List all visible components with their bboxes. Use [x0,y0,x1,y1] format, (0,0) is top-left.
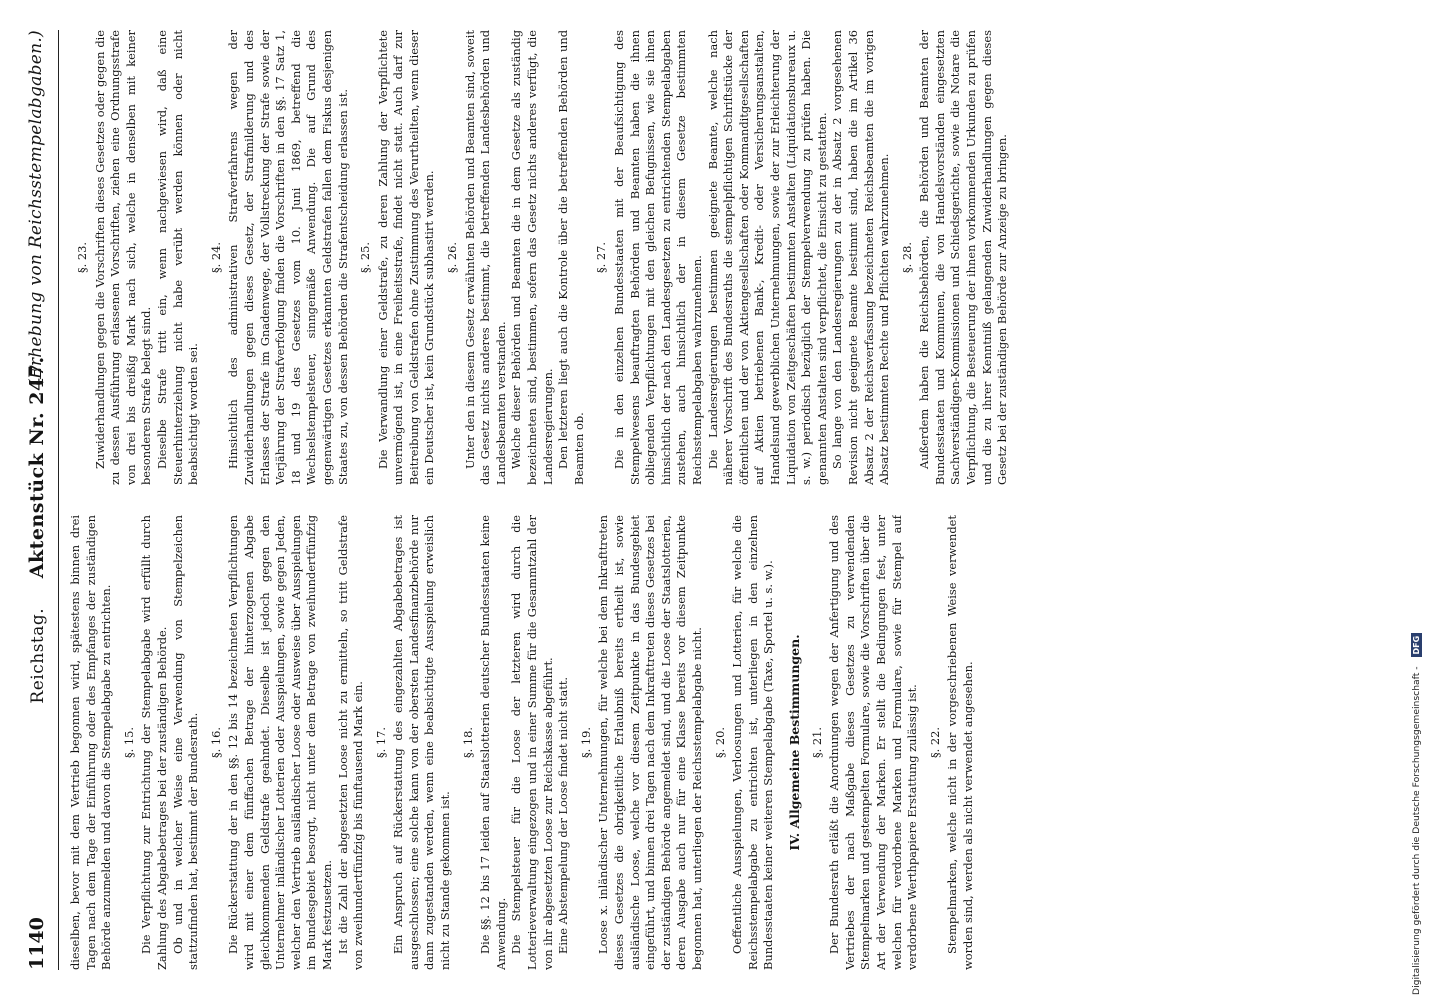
section-heading: §. 16. [208,726,223,759]
section-heading: §. 24. [208,241,223,274]
section-heading: §. 19. [578,726,593,759]
digitization-credit [1404,0,1432,1000]
paragraph: Außerdem haben die Reichsbehörden, die Behörden und Beamten der Bundesstaaten und Kommunen, die von Handelsvorständen eingesetzten Sachverständigen-Kommissionen und Schiedsgerichte, sowie die Notare die Verpflichtung, die Besteuerung der ihnen vorkommenden Urkunden zu prüfen und die zu ihrer Kenntniß gelangenden Zuwiderhandlungen gegen dieses Gesetz bei der zuständigen Behörde zur Anzeige zu bringen. [917,30,1010,485]
paragraph: Die Stempelsteuer für die Loose der letzteren wird durch die Lotterieverwaltung eingezogen und in einer Summe für die Gesammtzahl der von ihr abgesetzten Loose zur Reichskasse abgeführt. [509,515,555,970]
paragraph: dieselben, bevor mit dem Vertrieb begonnen wird, spätestens binnen drei Tagen nach dem Tage der Einführung oder des Empfanges der zuständigen Behörde anzumelden und davon die Stempelabgabe zu entrichten. [68,515,114,970]
paragraph: So lange von den Landesregierungen zu der in Absatz 2 vorgesehenen Revision nicht geeignete Beamte bestimmt sind, haben die im Artikel 36 Absatz 2 der Reichsverfassung bezeichneten Reichsbeamten die im vorigen Absatz bestimmten Rechte und Pflichten wahrzunehmen. [830,30,892,485]
digitization-credit-text-wrap [1406,15,1428,995]
section-heading: §. 26. [445,241,460,274]
header-subject: (Erhebung von Reichsstempelabgaben.) [26,30,46,386]
paragraph: Loose x. inländischer Unternehmungen, für welche bei dem Inkrafttreten dieses Gesetzes die obrigkeitliche Erlaubniß bereits ertheilt ist, sowie ausländische Loose, welche vor diesem Zeitpunkte in das Bundesgebiet eingeführt, und binnen drei Tagen nach dem Inkrafttreten dieses Gesetzes bei der zuständigen Behörde angemeldet sind, und die Loose der Staatslotterien, deren Ausgabe auch nur für eine Klasse bereits vor diesem Zeitpunkte begonnen hat, unterliegen der Reichsstempelabgabe nicht. [596,515,704,970]
section-heading: §. 23. [75,241,89,274]
paragraph: Der Bundesrath erläßt die Anordnungen wegen der Anfertigung und des Vertriebes der nach Maßgabe dieses Gesetzes zu verwendenden Stempelmarken und gestempelten Formulare, sowie die Vorschriften über die Art der Verwendung der Marken. Er stellt die Bedingungen fest, unter welchen für verdorbene Marken und Formulare, sowie für Stempel auf verdorbene Werthpapiere Erstattung zulässig ist. [827,515,920,970]
paragraph: Die in den einzelnen Bundesstaaten mit der Beaufsichtigung des Stempelwesens beauftragten Behörden und Beamten haben die ihnen obliegenden Verpflichtungen mit den gleichen Befugnissen, wie sie ihnen hinsichtlich der nach den Landesgesetzen zu entrichtenden Stempelabgaben zustehen, auch hinsichtlich der in diesem Gesetze bestimmten Reichsstempelabgaben wahrzunehmen. [612,30,704,485]
paragraph: Ob und in welcher Weise eine Verwendung von Stempelzeichen stattzufinden hat, bestimmt der Bundesrath. [170,515,201,970]
publication-name: Reichstag. [28,607,48,704]
paragraph: Stempelmarken, welche nicht in der vorgeschriebenen Weise verwendet worden sind, werden als nicht verwendet angesehen. [945,515,975,970]
paragraph: Welche dieser Behörden und Beamten die in dem Gesetze als zuständig bezeichneten sind, bestimmen, sofern das Gesetz nichts anderes verfügt, die Landesregierungen. [509,30,555,485]
paragraph: Ist die Zahl der abgesetzten Loose nicht zu ermitteln, so tritt Geldstrafe von zweihundertfünfzig bis fünftausend Mark ein. [335,515,366,970]
right-column [68,30,1383,485]
paragraph: Die Verpflichtung zur Entrichtung der Stempelabgabe wird erfüllt durch Zahlung des Abgabebetrages bei der zuständigen Behörde. [139,515,169,970]
section-heading: §. 28. [899,241,914,274]
paragraph: Die §§. 12 bis 17 leiden auf Staatslotterien deutscher Bundesstaaten keine Anwendung. [478,515,508,970]
paragraph: Oeffentliche Ausspielungen, Verloosungen und Lotterien, für welche die Reichsstempelabgabe zu entrichten ist, unterliegen in den einzelnen Bundesstaaten keiner weiteren Stempelabgabe (Taxe, Sportel u. s. w.). [730,515,776,970]
section-heading: §. 15. [121,726,136,759]
paragraph: Unter den in diesem Gesetz erwähnten Behörden und Beamten sind, soweit das Gesetz nichts anderes bestimmt, die betreffenden Landesbehörden und Landesbeamten verstanden. [462,30,508,485]
digitization-credit-text: Digitalisierung gefördert durch die Deutsche Forschungsgemeinschaft - [1411,666,1422,995]
document-page [10,0,1390,1000]
left-column [68,515,1383,970]
paragraph: Die Rückerstattung der in den §§. 12 bis 14 bezeichneten Verpflichtungen wird mit einer dem fünffachen Betrage der hinterzogenen Abgabe gleichkommenden Geldstrafe geahndet. Dieselbe ist jedoch gegen den Unternehmer inländischer Lotterien oder Ausspielungen, sowie gegen Jeden, welcher den Vertrieb ausländischer Loose oder Ausweise über Ausspielungen im Bundesgebiet besorgt, nicht unter dem Betrage von zweihundertfünfzig Mark festzusetzen. [226,515,334,970]
section-heading: §. 22. [927,726,942,759]
paragraph: Die Verwandlung einer Geldstrafe, zu deren Zahlung der Verpflichtete unvermögend ist, in eine Freiheitsstrafe, findet nicht statt. Auch darf zur Beitreibung von Geldstrafen ohne Zustimmung des Verurtheilten, wenn dieser ein Deutscher ist, kein Grundstück subhastirt werden. [375,30,437,485]
page-number: 1140 [26,917,48,970]
section-heading: §. 25. [358,241,373,274]
paragraph: Den letzteren liegt auch die Kontrole über die betreffenden Behörden und Beamten ob. [556,30,586,485]
section-heading: §. 18. [460,726,475,759]
running-header [16,30,59,970]
section-heading: §. 17. [373,726,388,759]
section-heading: §. 21. [809,726,824,759]
paragraph: Eine Abstempelung der Loose findet nicht statt. [556,676,571,954]
section-heading: §. 27. [594,241,609,274]
paragraph: Hinsichtlich des administrativen Strafverfahrens wegen der Zuwiderhandlungen gegen dieses Gesetz, der Strafmilderung und des Erlasses der Strafe im Gnadenwege, der Vollstreckung der Strafe sowie der Verjährung der Strafverfolgung finden die Vorschriften in den §§. 17 Satz 1, 18 und 19 des Gesetzes vom 10. Juni 1869, betreffend die Wechselstempelsteuer, sinngemäße Anwendung. Die auf Grund des gegenwärtigen Gesetzes erkannten Geldstrafen fallen dem Fiskus desjenigen Staates zu, von dessen Behörden die Strafentscheidung erlassen ist. [226,30,350,485]
paragraph: Ein Anspruch auf Rückerstattung des eingezahlten Abgabebetrages ist ausgeschlossen; eine solche kann von der obersten Landesfinanzbehörde nur dann zugestanden werden, wenn eine beabsichtigte Ausspielung erweislich nicht zu Stande gekommen ist. [391,515,453,970]
section-heading: §. 20. [712,726,727,759]
document-reference: Aktenstück Nr. 247. [26,356,48,579]
paragraph: Die Landesregierungen bestimmen geeignete Beamte, welche nach näherer Vorschrift des Bundesraths die stempelpflichtigen Schriftstücke der öffentlichen und der von Aktiengesellschaften oder Kommanditgesellschaften auf Aktien betriebenen Bank-, Kredit- oder Versicherungsanstalten, Handelsund gewerblichen Unternehmungen, sowie der zur Erleichterung der Liquidation von Zeitgeschäften bestimmten Anstalten (Liquidationsbureaux u. s. w.) periodisch bezüglich der Stempelverwendung zu prüfen haben. Die genannten Anstalten sind verpflichtet, die Einsicht zu gestatten. [705,30,829,485]
dfg-logo: DFG [1411,633,1422,658]
paragraph: Dieselbe Strafe tritt ein, wenn nachgewiesen wird, daß eine Steuerhinterziehung nicht habe verübt werden können oder nicht beabsichtigt worden sei. [154,30,201,485]
chapter-title: IV. Allgemeine Bestimmungen. [786,634,802,851]
paragraph: Zuwiderhandlungen gegen die Vorschriften dieses Gesetzes oder gegen die zu dessen Ausführung erlassenen Vorschriften, ziehen eine Ordnungsstrafe von drei bis dreißig Mark nach sich, welche in denselben mit keiner besonderen Strafe belegt sind. [92,30,154,485]
chapter-heading [787,515,803,970]
